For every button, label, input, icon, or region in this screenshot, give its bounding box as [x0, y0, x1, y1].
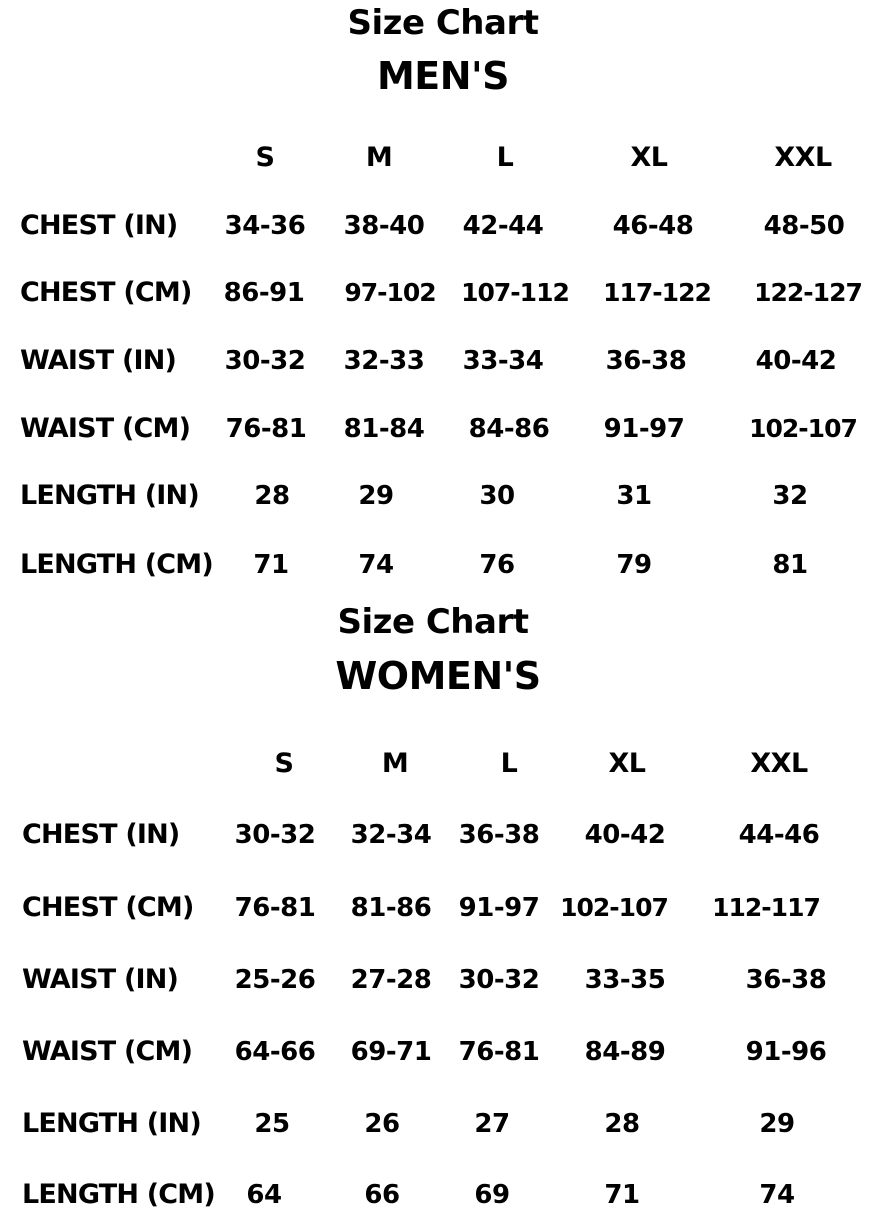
mens-cell: 48-50 — [763, 211, 845, 241]
womens-size-header-l: L — [500, 748, 518, 779]
womens-cell: 76-81 — [234, 893, 316, 923]
mens-cell: 79 — [616, 550, 652, 580]
mens-row-label-chest-in: CHEST (IN) — [20, 210, 178, 241]
mens-row-label-chest-cm: CHEST (CM) — [20, 277, 192, 308]
mens-size-header-xl: XL — [630, 142, 668, 173]
womens-cell: 36-38 — [458, 820, 540, 850]
mens-size-header-s: S — [255, 142, 275, 173]
womens-cell: 91-97 — [458, 893, 540, 923]
mens-size-header-m: M — [365, 142, 393, 173]
mens-cell: 91-97 — [603, 414, 685, 444]
womens-cell: 40-42 — [584, 820, 666, 850]
mens-cell: 76 — [479, 550, 515, 580]
mens-cell: 107-112 — [461, 278, 569, 307]
womens-cell: 66 — [364, 1180, 400, 1210]
womens-cell: 27 — [474, 1109, 510, 1139]
womens-cell: 30-32 — [234, 820, 316, 850]
womens-row-label-length-in: LENGTH (IN) — [22, 1108, 201, 1139]
womens-size-header-m: M — [381, 748, 409, 779]
mens-cell: 102-107 — [749, 414, 857, 443]
mens-cell: 97-102 — [344, 278, 436, 307]
mens-cell: 31 — [616, 481, 652, 511]
womens-cell: 28 — [604, 1109, 640, 1139]
mens-cell: 40-42 — [755, 346, 837, 376]
womens-cell: 64 — [246, 1180, 282, 1210]
mens-row-label-length-cm: LENGTH (CM) — [20, 549, 213, 580]
mens-cell: 74 — [358, 550, 394, 580]
mens-row-label-waist-in: WAIST (IN) — [20, 345, 177, 376]
mens-cell: 117-122 — [603, 278, 711, 307]
womens-cell: 112-117 — [712, 893, 820, 922]
mens-cell: 33-34 — [462, 346, 544, 376]
womens-cell: 69 — [474, 1180, 510, 1210]
mens-size-header-xxl: XXL — [774, 142, 832, 173]
mens-size-header-l: L — [496, 142, 514, 173]
womens-cell: 26 — [364, 1109, 400, 1139]
mens-cell: 122-127 — [754, 278, 862, 307]
mens-cell: 30 — [479, 481, 515, 511]
womens-cell: 44-46 — [738, 820, 820, 850]
womens-cell: 33-35 — [584, 965, 666, 995]
mens-cell: 32 — [772, 481, 808, 511]
mens-cell: 76-81 — [225, 414, 307, 444]
womens-cell: 74 — [759, 1180, 795, 1210]
womens-size-header-s: S — [274, 748, 294, 779]
womens-cell: 71 — [604, 1180, 640, 1210]
womens-cell: 29 — [759, 1109, 795, 1139]
womens-row-label-waist-in: WAIST (IN) — [22, 964, 179, 995]
mens-row-label-length-in: LENGTH (IN) — [20, 480, 199, 511]
mens-cell: 81 — [772, 550, 808, 580]
mens-cell: 28 — [254, 481, 290, 511]
womens-cell: 69-71 — [350, 1037, 432, 1067]
mens-cell: 36-38 — [605, 346, 687, 376]
mens-cell: 46-48 — [612, 211, 694, 241]
mens-cell: 32-33 — [343, 346, 425, 376]
womens-cell: 102-107 — [560, 893, 668, 922]
mens-cell: 84-86 — [468, 414, 550, 444]
mens-cell: 42-44 — [462, 211, 544, 241]
womens-size-header-xl: XL — [608, 748, 646, 779]
womens-chart-title: Size Chart — [337, 602, 529, 642]
mens-row-label-waist-cm: WAIST (CM) — [20, 413, 191, 444]
mens-cell: 86-91 — [223, 278, 305, 308]
mens-cell: 71 — [253, 550, 289, 580]
womens-row-label-chest-cm: CHEST (CM) — [22, 892, 194, 923]
womens-cell: 36-38 — [745, 965, 827, 995]
mens-chart-subtitle: MEN'S — [376, 54, 510, 98]
womens-cell: 32-34 — [350, 820, 432, 850]
womens-cell: 30-32 — [458, 965, 540, 995]
mens-cell: 38-40 — [343, 211, 425, 241]
womens-cell: 64-66 — [234, 1037, 316, 1067]
womens-cell: 25 — [254, 1109, 290, 1139]
womens-cell: 81-86 — [350, 893, 432, 923]
womens-cell: 76-81 — [458, 1037, 540, 1067]
mens-cell: 29 — [358, 481, 394, 511]
womens-row-label-waist-cm: WAIST (CM) — [22, 1036, 193, 1067]
womens-cell: 25-26 — [234, 965, 316, 995]
mens-chart-title: Size Chart — [347, 3, 539, 43]
womens-row-label-chest-in: CHEST (IN) — [22, 819, 180, 850]
womens-size-header-xxl: XXL — [750, 748, 808, 779]
womens-chart-subtitle: WOMEN'S — [335, 654, 541, 698]
womens-cell: 91-96 — [745, 1037, 827, 1067]
womens-cell: 27-28 — [350, 965, 432, 995]
womens-row-label-length-cm: LENGTH (CM) — [22, 1179, 215, 1210]
mens-cell: 30-32 — [224, 346, 306, 376]
womens-cell: 84-89 — [584, 1037, 666, 1067]
mens-cell: 81-84 — [343, 414, 425, 444]
mens-cell: 34-36 — [224, 211, 306, 241]
